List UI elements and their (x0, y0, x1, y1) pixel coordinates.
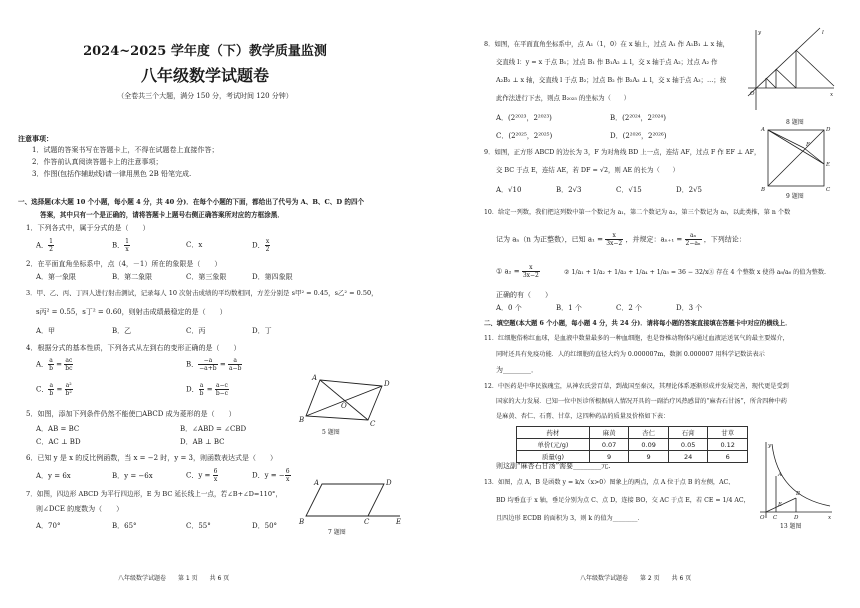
table-cell: 质量(g) (517, 451, 590, 463)
svg-text:x: x (830, 92, 834, 98)
table-header-cell: 石膏 (668, 427, 708, 439)
q5-option-b: B．∠ABD = ∠CBD (180, 425, 247, 433)
table-header-cell: 杏仁 (629, 427, 669, 439)
table-cell: 单价(元/g) (517, 439, 590, 451)
q7-line1: 7．如图，四边形 ABCD 为平行四边形，E 为 BC 延长线上一点，若∠B+∠D=110°， (26, 490, 282, 498)
q2-option-b: B．第二象限 (112, 273, 153, 281)
fig7-caption: 7 题图 (328, 529, 346, 536)
q5-option-c: C．AC ⊥ BD (36, 438, 81, 446)
q8-line1: 8．如图，在平面直角坐标系中，点 A₁（1，0）在 x 轴上，过点 A₁ 作 A₁B₁ ⊥ x 轴， (484, 40, 730, 48)
medicine-price-table (516, 426, 748, 463)
q12-line3: 是麻黄、杏仁、石膏、甘草，这四种药品的质量及价格如下表： (496, 413, 670, 420)
q4-option-a: A． $\frac{a}{b}$ = $\frac{ac}{bc}$ (36, 357, 73, 372)
svg-text:F: F (806, 142, 810, 148)
q6-stem: 6．已知 y 是 x 的反比例函数，当 x = −2 时，y = 3，则函数表达式是（ ） (26, 454, 278, 462)
table-row (517, 439, 748, 451)
q9-option-c: C．√15 (616, 186, 642, 194)
q4-option-c: C． $\frac{a}{b}$ = $\frac{\text{a²}}{\text{b²}}$ (36, 382, 72, 397)
fig7-label-b: B (299, 518, 305, 526)
q12-line1: 12．中医药是中华民族瑰宝，从神农氏尝百草，到战国至秦汉，其理论体系逐渐形成并发展完善，现代更是受到 (484, 383, 789, 390)
q12-line4: 则这副“麻杏石甘汤”需要________元. (496, 462, 611, 470)
exam-page-2 (430, 0, 860, 608)
q12-line2: 国家的大力发展．已知一位中医诊所根据病人情况开具的一副治疗风热感冒的“麻杏石甘汤”，所含四种中药 (496, 398, 787, 405)
figure-8-coordinate (742, 26, 838, 114)
fig5-label-a: A (312, 374, 318, 382)
fig9-label-a: A (761, 127, 765, 133)
fig5-label-d: D (384, 380, 390, 388)
fig8-caption: 8 题图 (786, 119, 804, 126)
q2-option-c: C．第三象限 (186, 273, 227, 281)
q2-stem: 2．在平面直角坐标系中，点（4，－1）所在的象限是（ ） (26, 260, 222, 268)
note-1: 1．试题的答案书写在答题卡上，不得在试题卷上直接作答； (32, 146, 219, 154)
fig13-label-e: E (778, 502, 783, 508)
q10-statement-3: ③ 存在 4 个整数 x 使得 a₈/a₆ 的值为整数. (708, 269, 827, 276)
figure-5-parallelogram (296, 372, 396, 432)
figure-7-parallelogram (296, 478, 408, 526)
exam-title: 八年级数学试题卷 (140, 66, 269, 85)
fig5-label-b: B (299, 416, 305, 424)
fig9-caption: 9 题图 (786, 193, 804, 200)
q8-option-a: A．(2²⁰²³，2²⁰²³) (496, 114, 552, 122)
exam-info: （全卷共三个大题，满分 150 分，考试时间 120 分钟） (117, 92, 293, 100)
table-cell: 0.07 (589, 439, 629, 451)
fig13-label-b: B (796, 491, 801, 497)
q4-option-b: B． $\frac{-a}{-a+b}$ = $\frac{a}{a-b}$ (186, 357, 242, 372)
figure-13-hyperbola (752, 440, 836, 522)
fig5-label-c: C (370, 420, 376, 428)
q8-line2: 交直线 l：y = x 于点 B₁；过点 B₁ 作 B₁A₂ ⊥ l，交 x 轴于点 A₂；过点 A₂ 作 (496, 58, 718, 66)
fig9-label-e: E (826, 162, 831, 168)
q1-option-b: B． $\frac{1}{x}$ (112, 238, 129, 253)
fig7-label-d: D (386, 479, 392, 487)
fig13-label-o: O (760, 515, 765, 521)
q11-line3: 为________． (496, 366, 538, 374)
q6-option-c: C．y = $\frac{6}{x}$ (186, 468, 218, 483)
fig5-caption: 5 题图 (322, 429, 340, 436)
q1-option-d: D． $\frac{x}{2}$ (252, 238, 270, 253)
q7-line2: 则∠DCE 的度数为（ ） (36, 505, 124, 513)
q3-option-d: D．丁 (252, 327, 272, 335)
table-cell: 0.12 (708, 439, 748, 451)
q13-line2: BD 均垂直于 x 轴，垂足分别为点 C、点 D，连接 BO，交 AC 于点 E，若 CE = 1/4 AC， (496, 497, 750, 504)
q3-option-a: A．甲 (36, 327, 56, 335)
svg-text:x: x (828, 515, 832, 521)
section1-line2: 答案，其中只有一个是正确的，请将答题卡上题号右侧正确答案所对应的方框涂黑． (40, 211, 284, 219)
note-3: 3．作图(包括作辅助线)请一律用黑色 2B 铅笔完成. (32, 170, 192, 178)
table-cell: 6 (708, 451, 748, 463)
q6-option-d: D．y = − $\frac{6}{x}$ (252, 468, 290, 483)
fig13-label-d: D (794, 515, 799, 521)
q13-line3: 且四边形 ECDB 的面积为 3，则 k 的值为________． (496, 515, 644, 522)
table-header-cell: 药材 (517, 427, 590, 439)
q4-option-d: D． $\frac{a}{b}$ = $\frac{a-c}{b-c}$ (186, 382, 229, 397)
q3-line1: 3．甲、乙、丙、丁四人进行射击测试，记录每人 10 次射击成绩的平均数相同，方差分别是 s甲² = 0.45，s乙² = 0.50， (26, 289, 378, 297)
q10-statement-2: ② 1/a₁ + 1/a₂ + 1/a₃ + 1/a₄ + 1/a₅ = 36 − 32/x (564, 269, 709, 276)
q10-line1: 10．给定一列数，我们把这列数中第一个数记为 a₁，第二个数记为 a₂，第三个数记为 a₃，以此类推，第 n 个数 (484, 209, 791, 216)
table-cell: 0.05 (668, 439, 708, 451)
q5-option-a: A．AB = BC (36, 425, 80, 433)
q8-option-c: C．(2²⁰²⁵，2²⁰²⁵) (496, 132, 553, 140)
q3-line2: s丙² = 0.55，s丁² = 0.60，则射击成绩最稳定的是（ ） (36, 308, 227, 316)
svg-text:y: y (758, 30, 762, 36)
q2-option-d: D．第四象限 (252, 273, 293, 281)
page1-footer: 八年级数学试题卷 第 1 页 共 6 页 (118, 575, 230, 582)
q8-line3: A₂B₂ ⊥ x 轴，交直线 l 于点 B₂；过点 B₂ 作 B₂A₃ ⊥ l，交 x 轴于点 A₃；…；按 (496, 76, 727, 84)
table-cell: 24 (668, 451, 708, 463)
q1-option-c: C．x (186, 241, 203, 249)
q9-option-a: A．√10 (496, 186, 522, 194)
q8-line4: 此作法进行下去，则点 B₂₀₂₅ 的坐标为（ ） (496, 94, 631, 102)
section2-heading: 二、填空题(本大题 6 个小题，每小题 4 分，共 24 分)．请将每小题的答案直接填在答题卡中对应的横线上． (484, 320, 792, 327)
table-row (517, 451, 748, 463)
q6-option-a: A．y = 6x (36, 472, 71, 480)
q7-option-c: C．55° (186, 522, 211, 530)
q2-option-a: A．第一象限 (36, 273, 77, 281)
q10-line4: 正确的有（ ） (496, 291, 552, 299)
exam-header: 2024~2025 学年度（下）教学质量监测 (83, 44, 327, 59)
note-2: 2．作答前认真阅读答题卡上的注意事项； (32, 158, 163, 166)
fig13-caption: 13 题图 (780, 523, 802, 530)
q3-option-b: B．乙 (112, 327, 132, 335)
section1-line1: 一、选择题(本大题 10 个小题，每小题 4 分，共 40 分)．在每个小题的下面，都给出了代号为 A、B、C、D 的四个 (18, 198, 365, 206)
q9-line2: 交 BC 于点 E，连结 AE，若 DF = √2，则 AE 的长为（ ） (496, 166, 679, 174)
page2-footer: 八年级数学试题卷 第 2 页 共 6 页 (580, 575, 692, 582)
q9-option-d: D．2√5 (676, 186, 702, 194)
q8-option-d: D．(2²⁰²⁶，2²⁰²⁶) (610, 132, 667, 140)
fig7-label-c: C (364, 518, 370, 526)
svg-text:y: y (768, 443, 772, 449)
q10-option-d: D．3 个 (676, 304, 703, 312)
table-cell: 9 (629, 451, 669, 463)
fig9-label-b: B (761, 187, 766, 192)
svg-text:O: O (750, 91, 755, 97)
table-cell: 9 (589, 451, 629, 463)
table-header-cell: 麻黄 (589, 427, 629, 439)
fig7-label-e: E (396, 518, 402, 526)
q3-option-c: C．丙 (186, 327, 206, 335)
q11-line1: 11．红细胞俗称红血球，是血液中数量最多的一种血细胞，也是脊椎动物体内通过血液运送氧气的最主要媒介， (484, 335, 789, 342)
svg-text:l: l (822, 30, 824, 36)
notes-title: 注意事项： (18, 134, 53, 143)
q7-option-d: D．50° (252, 522, 278, 530)
fig13-label-a: A (778, 472, 782, 478)
table-header-row (517, 427, 748, 439)
q5-stem: 5．如图，添加下列条件仍然不能使□ABCD 成为菱形的是（ ） (26, 410, 236, 418)
q7-option-b: B．65° (112, 522, 137, 530)
figure-9-square (760, 124, 834, 192)
q11-line2: 同时还具有免疫功能．人的红细胞的直径大约为 0.000007m，数据 0.000007 用科学记数法表示 (496, 351, 765, 358)
q7-option-a: A．70° (36, 522, 61, 530)
q10-option-b: B．1 个 (556, 304, 582, 312)
q8-option-b: B．(2²⁰²⁴，2²⁰²⁴) (610, 114, 666, 122)
fig9-label-c: C (826, 187, 831, 192)
q10-line2: 记为 aₙ（n 为正整数），已知 a₁ = $\frac{x}{3x-2}$ ，并规定：aₙ₊₁ = $\frac{\text{aₙ}}{\text{2−aₙ}}$ ，下列结论： (496, 232, 746, 247)
q10-statement-1: ① a₂ = $\frac{x}{3x-2}$ (496, 264, 539, 279)
q5-option-d: D．AB ⊥ BC (180, 438, 225, 446)
table-header-cell: 甘草 (708, 427, 748, 439)
fig5-label-o: O (341, 402, 347, 410)
q1-option-a: A． $\frac{1}{2}$ (36, 238, 53, 253)
q4-stem: 4．根据分式的基本性质，下列各式从左到右的变形正确的是（ ） (26, 344, 241, 352)
q9-option-b: B．2√3 (556, 186, 582, 194)
fig7-label-a: A (314, 479, 320, 487)
q6-option-b: B．y = −6x (112, 472, 153, 480)
fig13-label-c: C (773, 515, 778, 521)
fig9-label-d: D (826, 127, 831, 133)
q9-line1: 9．如图，正方形 ABCD 的边长为 3，F 为对角线 BD 上一点，连结 AF，过点 F 作 EF ⊥ AF， (484, 148, 761, 156)
q10-option-c: C．2 个 (616, 304, 643, 312)
q1-stem: 1．下列各式中，属于分式的是（ ） (26, 224, 150, 232)
q13-line1: 13．如图，点 A，B 是函数 y = k/x（x>0）图象上的两点，点 A 位于点 B 的左侧，AC、 (484, 479, 735, 486)
table-cell: 0.09 (629, 439, 669, 451)
q10-option-a: A．0 个 (496, 304, 522, 312)
